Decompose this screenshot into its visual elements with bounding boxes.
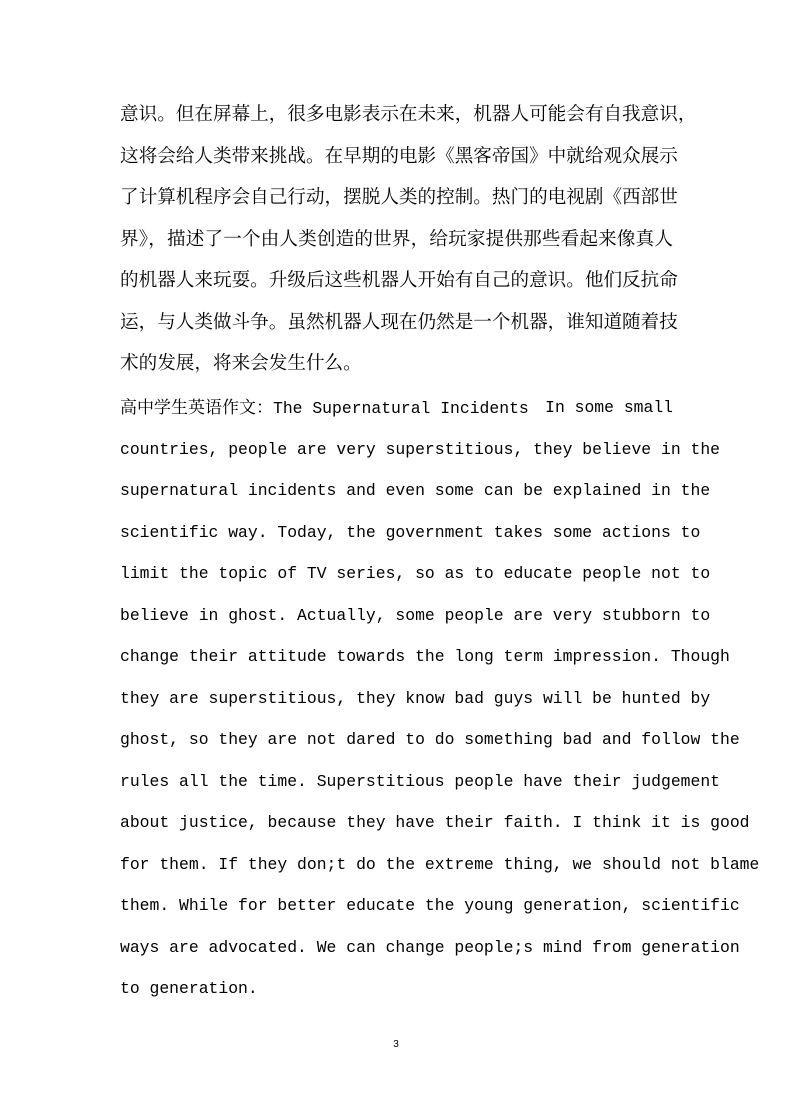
essay-line: supernatural incidents and even some can be explained in the <box>120 481 711 500</box>
paragraph-line: 了计算机程序会自己行动，摆脱人类的控制。热门的电视剧《西部世 <box>120 187 678 208</box>
essay-line: them. While for better educate the young generation, scientific <box>120 896 740 915</box>
essay-title: The Supernatural Incidents <box>273 399 529 418</box>
essay-line: believe in ghost. Actually, some people are very stubborn to <box>120 605 711 625</box>
paragraph-line: 意识。但在屏幕上，很多电影表示在未来，机器人可能会有自我意识， <box>120 104 697 125</box>
essay-first-words: In some small <box>545 398 673 417</box>
essay-line: about justice, because they have their faith. I think it is good <box>120 813 750 832</box>
essay-line: for them. If they don;t do the extreme thing, we should not blame <box>120 854 760 874</box>
paragraph-line: 运，与人类做斗争。虽然机器人现在仍然是一个机器，谁知道随着技 <box>120 311 678 333</box>
english-essay <box>120 393 760 1016</box>
essay-line: to generation. <box>120 979 258 998</box>
chinese-paragraph <box>120 100 697 391</box>
essay-line: limit the topic of TV series, so as to educate people not to <box>120 564 711 583</box>
essay-heading-label: 高中学生英语作文： <box>120 398 273 418</box>
paragraph-line: 这将会给人类带来挑战。在早期的电影《黑客帝国》中就给观众展示 <box>120 145 678 167</box>
essay-heading-line <box>120 393 673 435</box>
paragraph-line: 的机器人来玩耍。升级后这些机器人开始有自己的意识。他们反抗命 <box>120 270 678 291</box>
essay-line: countries, people are very superstitious, they believe in the <box>120 439 720 459</box>
paragraph-line: 界》，描述了一个由人类创造的世界，给玩家提供那些看起来像真人 <box>120 228 673 250</box>
essay-line: rules all the time. Superstitious people have their judgement <box>120 771 720 791</box>
essay-line: they are superstitious, they know bad guys will be hunted by <box>120 688 711 708</box>
paragraph-line: 术的发展，将来会发生什么。 <box>120 353 362 374</box>
essay-line: change their attitude towards the long term impression. Though <box>120 647 730 666</box>
page-number: 3 <box>393 1039 399 1050</box>
essay-line: scientific way. Today, the government takes some actions to <box>120 522 701 542</box>
essay-line: ways are advocated. We can change people;s mind from generation <box>120 937 740 957</box>
essay-line: ghost, so they are not dared to do something bad and follow the <box>120 730 740 749</box>
